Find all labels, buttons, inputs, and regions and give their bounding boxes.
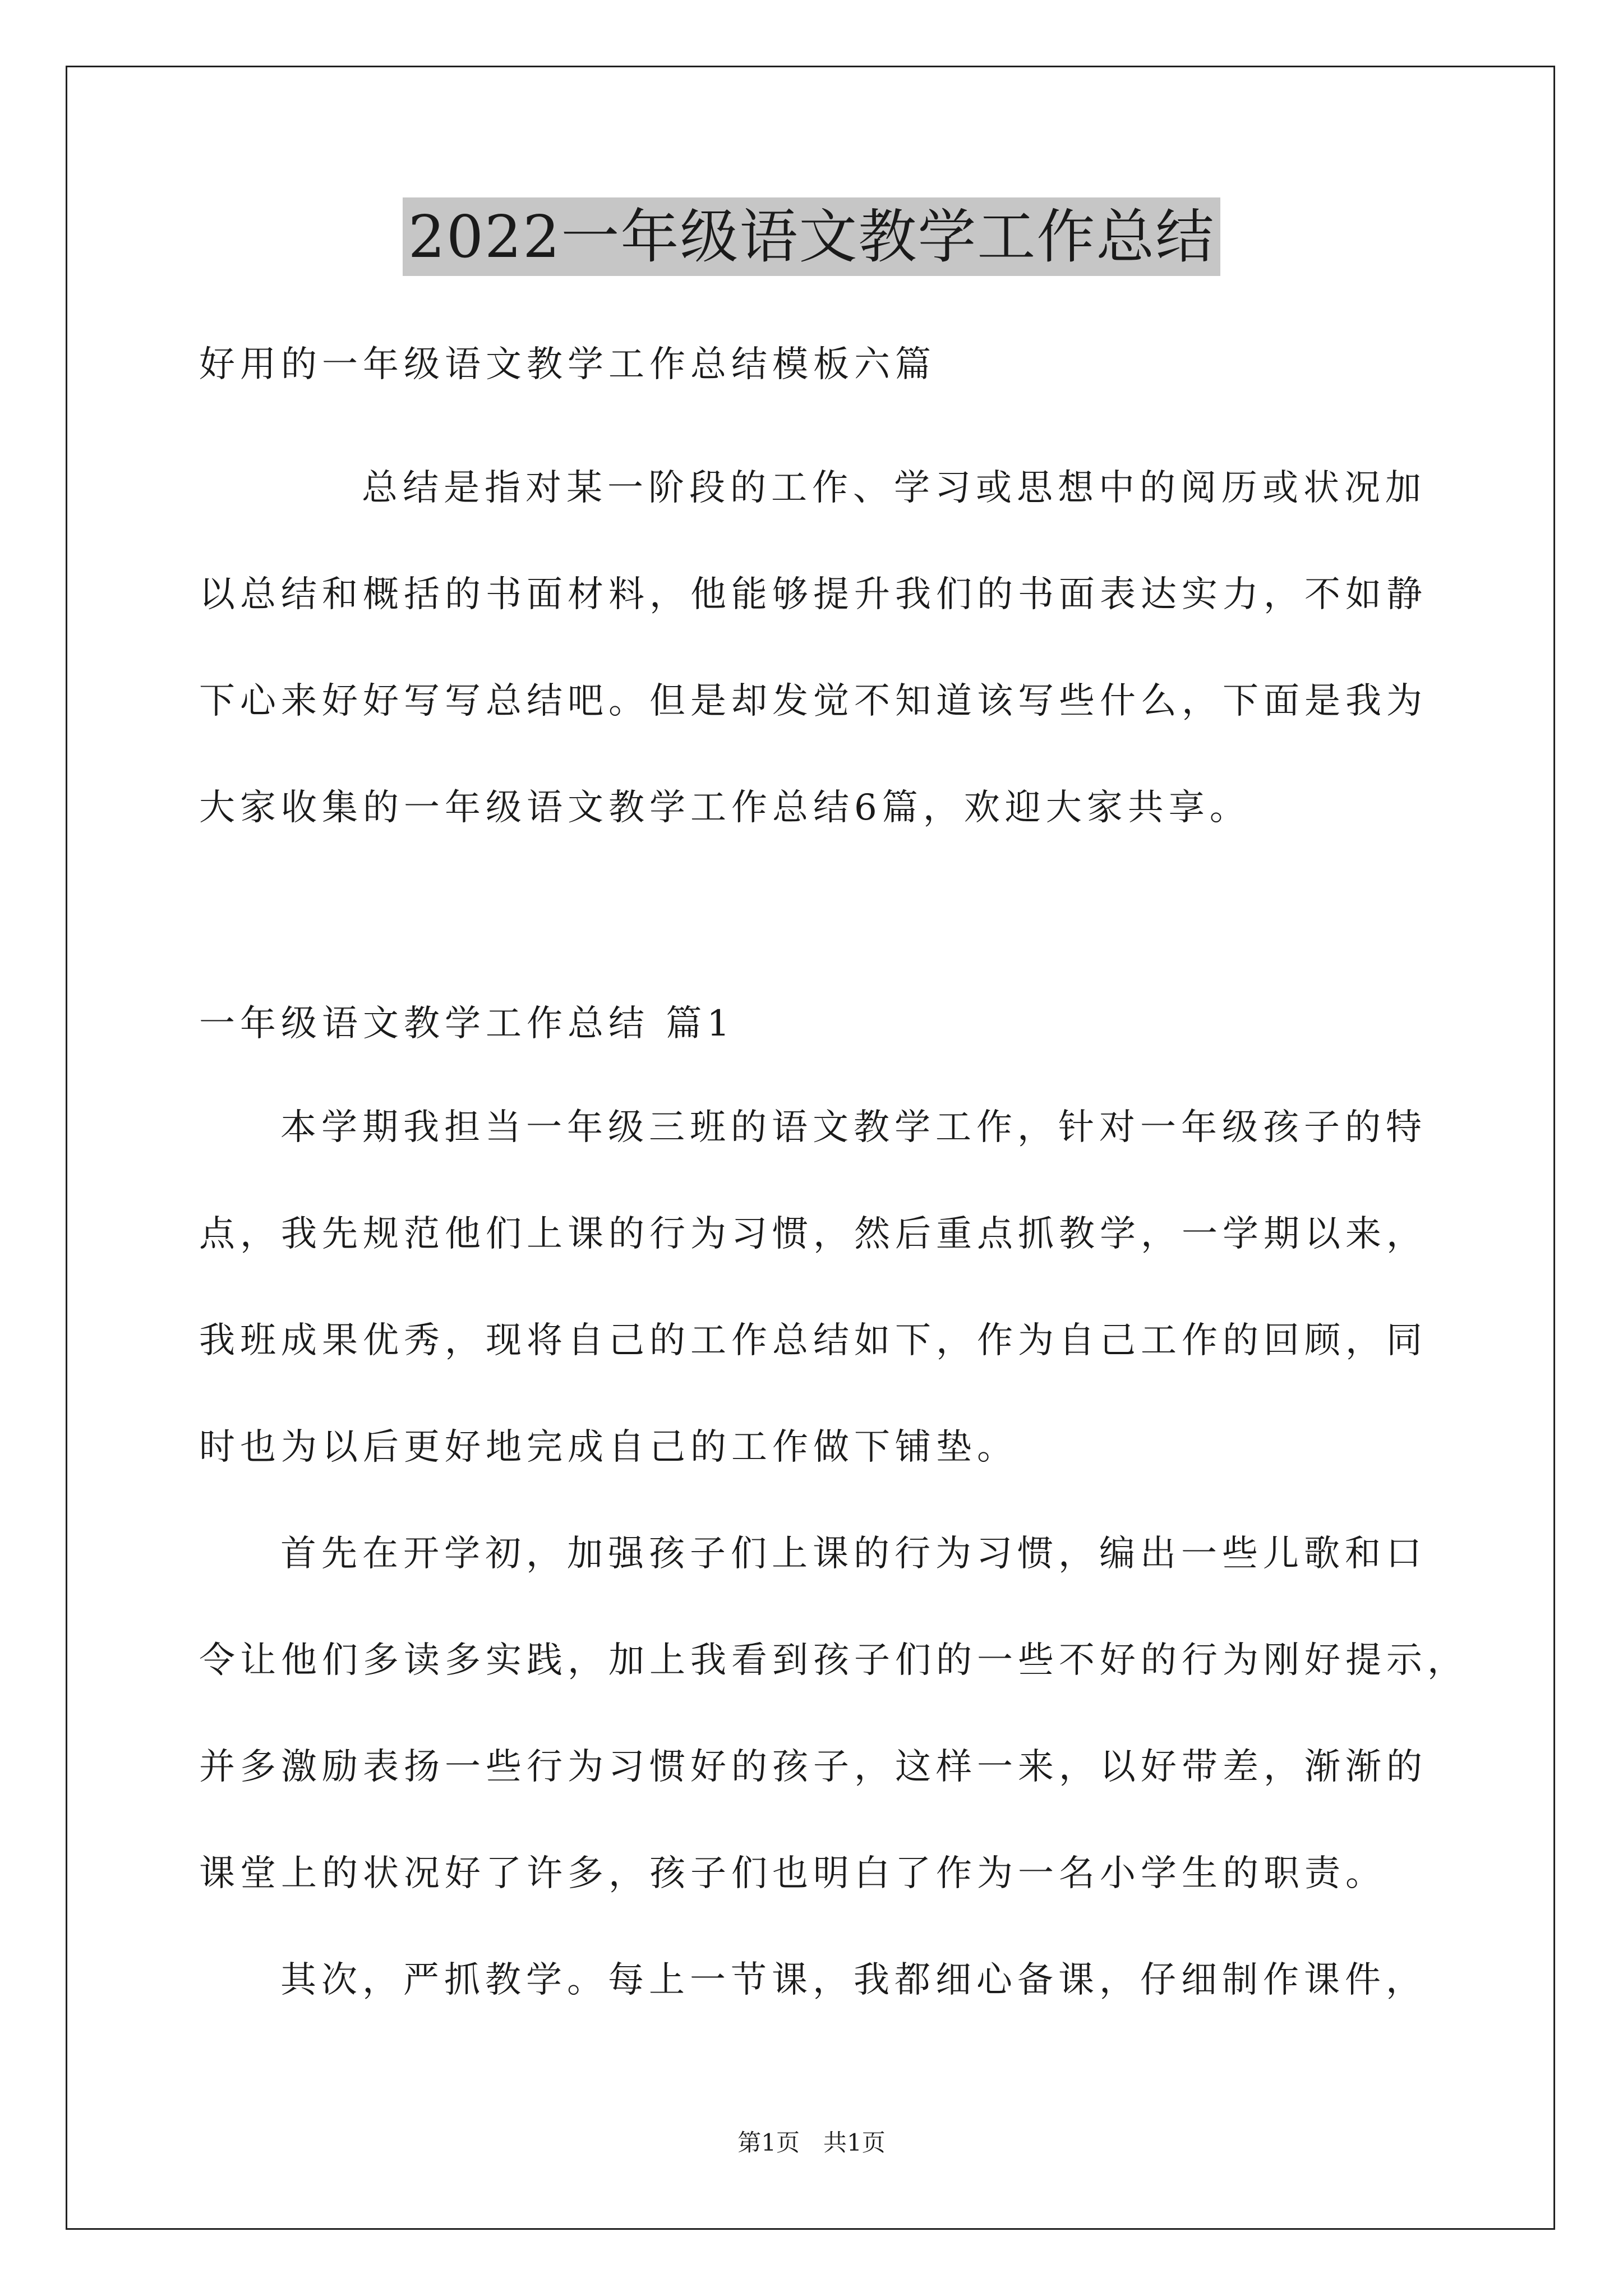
body-line: 时也为以后更好地完成自己的工作做下铺垫。 <box>199 1427 1018 1468</box>
intro-line: 下心来好好写写总结吧。但是却发觉不知道该写些什么，下面是我为 <box>199 680 1427 722</box>
page-footer: 第1页 共1页 <box>737 2129 886 2156</box>
intro-line: 以总结和概括的书面材料，他能够提升我们的书面表达实力，不如静 <box>199 574 1427 615</box>
body-line: 课堂上的状况好了许多，孩子们也明白了作为一名小学生的职责。 <box>199 1853 1386 1894</box>
subtitle: 好用的一年级语文教学工作总结模板六篇 <box>199 344 936 385</box>
body-line: 点，我先规范他们上课的行为习惯，然后重点抓教学，一学期以来， <box>199 1213 1427 1255</box>
body-line: 首先在开学初，加强孩子们上课的行为习惯，编出一些儿歌和口 <box>280 1533 1427 1575</box>
body-line: 令让他们多读多实践，加上我看到孩子们的一些不好的行为刚好提示， <box>199 1640 1468 1681</box>
page-title: 2022一年级语文教学工作总结 <box>403 197 1221 276</box>
intro-line: 总结是指对某一阶段的工作、学习或思想中的阅历或状况加 <box>362 467 1426 509</box>
title-wrap <box>0 197 1623 276</box>
section-heading: 一年级语文教学工作总结 篇1 <box>199 1003 735 1045</box>
intro-line: 大家收集的一年级语文教学工作总结6篇，欢迎大家共享。 <box>199 787 1251 829</box>
body-line: 本学期我担当一年级三班的语文教学工作，针对一年级孩子的特 <box>280 1107 1427 1148</box>
body-line: 我班成果优秀，现将自己的工作总结如下，作为自己工作的回顾，同 <box>199 1320 1427 1361</box>
body-line: 其次，严抓教学。每上一节课，我都细心备课，仔细制作课件， <box>280 1959 1427 2001</box>
body-line: 并多激励表扬一些行为习惯好的孩子，这样一来，以好带差，渐渐的 <box>199 1746 1427 1788</box>
